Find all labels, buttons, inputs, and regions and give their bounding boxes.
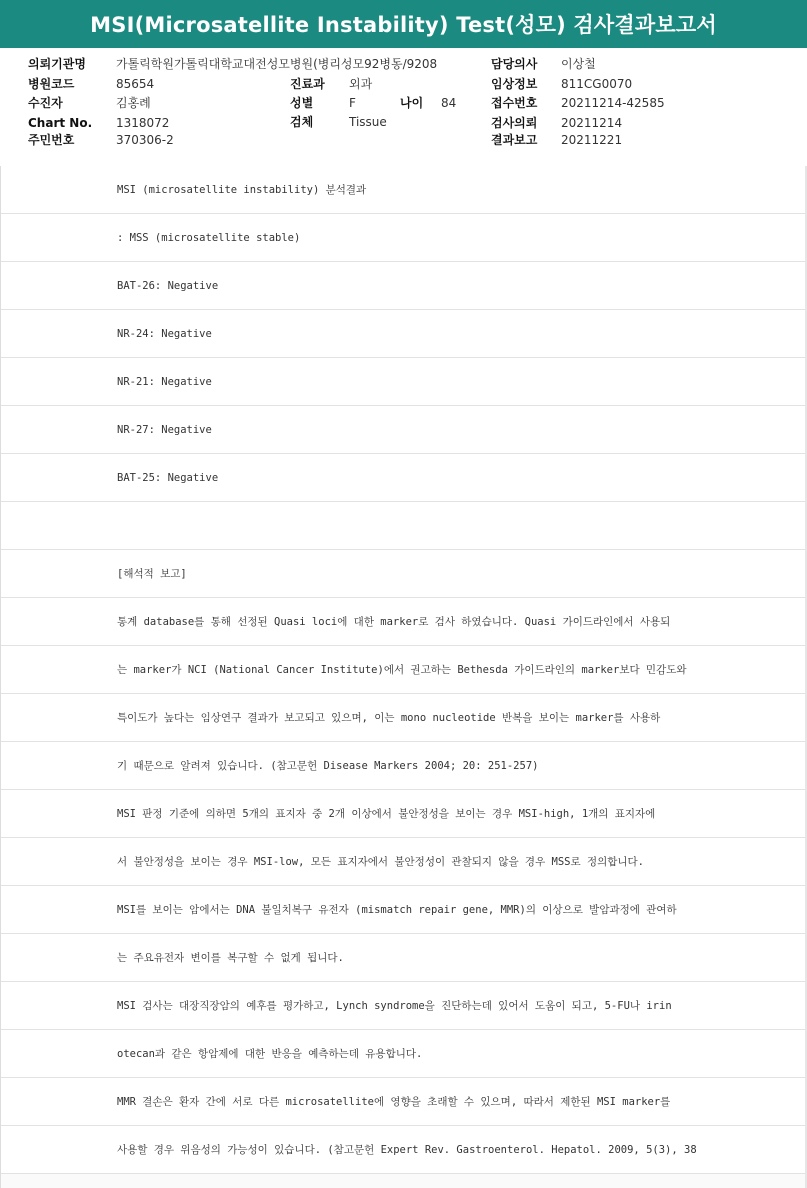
sex-label: 성별 [290, 96, 314, 110]
report-line: BAT-25: Negative [1, 454, 807, 502]
report-line: MSI 검사는 대장직장암의 예후를 평가하고, Lynch syndrome을 진단하는데 있어서 도움이 되고, 5-FU나 irin [1, 982, 807, 1030]
age-value: 84 [441, 96, 457, 110]
report-line: NR-27: Negative [1, 406, 807, 454]
receipt-no-label: 접수번호 [491, 96, 538, 110]
report-line: 서 불안정성을 보이는 경우 MSI-low, 모든 표지자에서 불안정성이 관찰되지 않을 경우 MSS로 정의합니다. [1, 838, 807, 886]
report-line: 기 때문으로 알려져 있습니다. (참고문헌 Disease Markers 2004; 20: 251-257) [1, 742, 807, 790]
sex-value: F [349, 96, 356, 110]
report-line: [해석적 보고] [1, 550, 807, 598]
report-line: 사용할 경우 위음성의 가능성이 있습니다. (참고문헌 Expert Rev. Gastroenterol. Hepatol. 2009, 5(3), 38 [1, 1126, 807, 1174]
report-line: MSI 판정 기준에 의하면 5개의 표지자 중 2개 이상에서 불안정성을 보이는 경우 MSI-high, 1개의 표지자에 [1, 790, 807, 838]
doctor-value: 이상철 [561, 57, 596, 71]
age-label: 나이 [400, 96, 424, 110]
clinical-info-value: 811CG0070 [561, 77, 633, 91]
resident-no-value: 370306-2 [116, 133, 174, 147]
request-date-value: 20211214 [561, 116, 623, 130]
report-line: MSI (microsatellite instability) 분석결과 [1, 166, 807, 214]
report-line: NR-21: Negative [1, 358, 807, 406]
department-label: 진료과 [290, 77, 325, 91]
patient-info-panel [0, 48, 807, 167]
report-line: BAT-26: Negative [1, 262, 807, 310]
report-line: MMR 결손은 환자 간에 서로 다른 microsatellite에 영향을 초래할 수 있으며, 따라서 제한된 MSI marker를 [1, 1078, 807, 1126]
institution-value: 가톨릭학원가톨릭대학교대전성모병원(병리성모92병동/9208 [116, 57, 438, 71]
resident-no-label: 주민번호 [28, 133, 75, 147]
examinee-label: 수진자 [28, 96, 63, 110]
institution-label: 의뢰기관명 [28, 57, 86, 71]
receipt-no-value: 20211214-42585 [561, 96, 665, 110]
report-body[interactable] [0, 166, 807, 1188]
report-line: MSI를 보이는 암에서는 DNA 불일치복구 유전자 (mismatch repair gene, MMR)의 이상으로 발암과정에 관여하 [1, 886, 807, 934]
report-line: 통계 database를 통해 선정된 Quasi loci에 대한 marker로 검사 하였습니다. Quasi 가이드라인에서 사용되 [1, 598, 807, 646]
specimen-label: 검체 [290, 115, 314, 129]
hospital-code-value: 85654 [116, 77, 155, 91]
report-line: NR-24: Negative [1, 310, 807, 358]
report-date-value: 20211221 [561, 133, 623, 147]
doctor-label: 담당의사 [491, 57, 538, 71]
report-date-label: 결과보고 [491, 133, 538, 147]
report-title: MSI(Microsatellite Instability) Test(성모) 검사결과보고서 [0, 0, 807, 49]
report-line: 특이도가 높다는 임상연구 결과가 보고되고 있으며, 이는 mono nucleotide 반복을 보이는 marker를 사용하 [1, 694, 807, 742]
specimen-value: Tissue [349, 115, 387, 129]
request-date-label: 검사의뢰 [491, 116, 538, 130]
examinee-value: 김홍례 [116, 96, 151, 110]
report-line: otecan과 같은 항암제에 대한 반응을 예측하는데 유용합니다. [1, 1030, 807, 1078]
department-value: 외과 [349, 77, 373, 91]
report-line: : MSS (microsatellite stable) [1, 214, 807, 262]
chart-no-label: Chart No. [28, 116, 93, 130]
chart-no-value: 1318072 [116, 116, 170, 130]
report-line [1, 502, 807, 550]
report-line: 는 marker가 NCI (National Cancer Institute)에서 권고하는 Bethesda 가이드라인의 marker보다 민감도와 [1, 646, 807, 694]
clinical-info-label: 임상정보 [491, 77, 538, 91]
hospital-code-label: 병원코드 [28, 77, 75, 91]
report-line: 는 주요유전자 변이를 복구할 수 없게 됩니다. [1, 934, 807, 982]
